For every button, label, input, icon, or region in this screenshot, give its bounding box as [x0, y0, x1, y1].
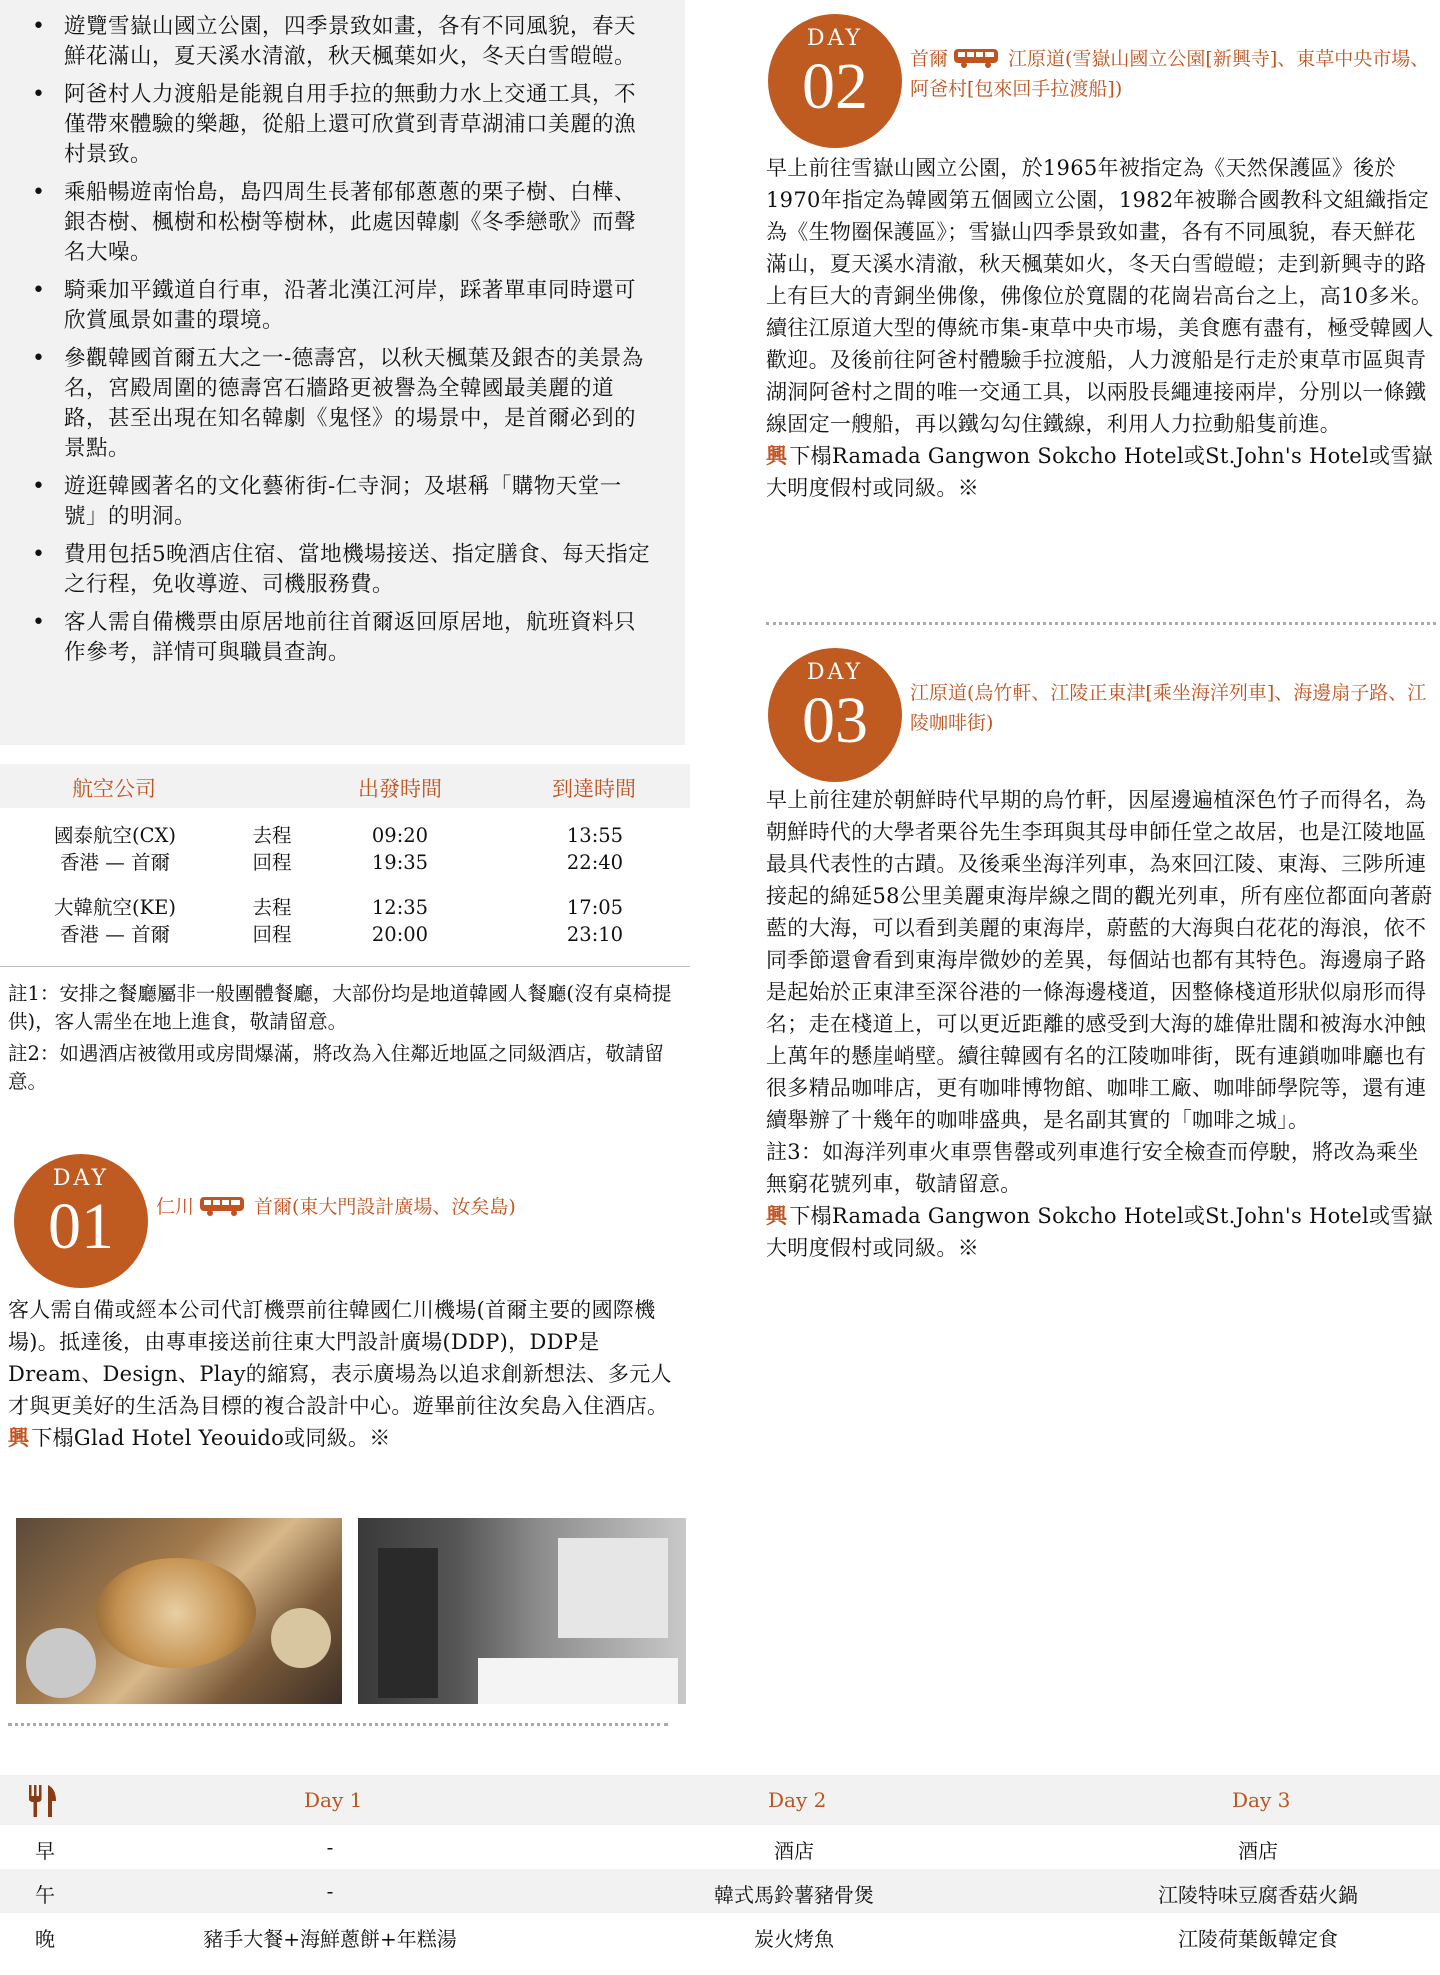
meals-header-day1: Day 1 [304, 1788, 363, 1812]
meals-header-day3: Day 3 [1232, 1788, 1291, 1812]
list-item: • 乘船暢遊南怡島，島四周生長著郁郁蔥蔥的栗子樹、白樺、銀杏樹、楓樹和松樹等樹林，此處因韓劇《冬季戀歌》而聲名大噪。 [30, 178, 655, 268]
meal-cell: - [326, 1879, 334, 1903]
table-row [0, 894, 690, 966]
flight-airline: 國泰航空(CX) 香港 — 首爾 [53, 824, 177, 874]
bus-icon [952, 47, 1004, 69]
meals-table [0, 1775, 1440, 1957]
table-row [0, 1825, 1440, 1869]
table-row [0, 1913, 1440, 1957]
meal-cell: - [326, 1835, 334, 1859]
flight-departure: 09:20 19:35 [371, 824, 429, 874]
table-row [0, 822, 690, 894]
day-02-hotel: 興下榻Ramada Gangwon Sokcho Hotel或St.John's Hotel或雪嶽大明度假村或同級。※ [766, 440, 1436, 504]
day-01-route: 仁川 首爾(東大門設計廣場、汝矣島) [156, 1196, 516, 1218]
list-item: • 阿爸村人力渡船是能親自用手拉的無動力水上交通工具，不僅帶來體驗的樂趣，從船上還可欣賞到青草湖浦口美麗的漁村景致。 [30, 80, 655, 170]
day-03-hotel: 興下榻Ramada Gangwon Sokcho Hotel或St.John's Hotel或雪嶽大明度假村或同級。※ [766, 1200, 1436, 1264]
meal-cell: 豬手大餐+海鮮蔥餅+年糕湯 [203, 1927, 457, 1951]
flight-arrival: 13:55 22:40 [566, 824, 624, 874]
header-arrival: 到達時間 [552, 777, 636, 801]
day-02-description: 早上前往雪嶽山國立公園，於1965年被指定為《天然保護區》後於1970年指定為韓國第五個國立公園，1982年被聯合國教科文組織指定為《生物圈保護區》；雪嶽山四季景致如畫，各有不同風貌，春天鮮花滿山，夏天溪水清澈，秋天楓葉如火，冬天白雪皚皚；走到新興寺的路上有巨大的青銅坐佛像，佛像位於寬闊的花崗岩高台之上，高10多米。續往江原道大型的傳統市集-東草中央市場，美食應有盡有，極受韓國人歡迎。及後前往阿爸村體驗手拉渡船，人力渡船是行走於東草市區與青湖洞阿爸村之間的唯一交通工具，以兩股長繩連接兩岸，分別以一條鐵線固定一艘船，再以鐵勾勾住鐵線，利用人力拉動船隻前進。 興下榻Ramada Gangwon Sokcho Hotel或St.John's Hotel或雪嶽大明度假村或同級。※ [766, 152, 1436, 504]
notes [8, 980, 688, 1100]
table-row [0, 1869, 1440, 1913]
header-airline: 航空公司 [72, 777, 156, 801]
list-item: • 費用包括5晚酒店住宿、當地機場接送、指定膳食、每天指定之行程，免收導遊、司機服務費。 [30, 540, 655, 600]
meal-cell: 江陵特味豆腐香菇火鍋 [1158, 1883, 1358, 1907]
flight-departure: 12:35 20:00 [371, 896, 429, 946]
day-01-hotel: 興下榻Glad Hotel Yeouido或同級。※ [8, 1422, 688, 1454]
meal-cell: 炭火烤魚 [754, 1927, 834, 1951]
day-03-note: 註3：如海洋列車火車票售罄或列車進行安全檢查而停駛，將改為乘坐無窮花號列車，敬請留意。 [766, 1140, 1419, 1196]
divider [766, 622, 1436, 625]
day-03-badge: DAY 03 [768, 648, 902, 782]
hotel-room-photo [358, 1518, 686, 1704]
note-2: 註2：如遇酒店被徵用或房間爆滿，將改為入住鄰近地區之同級酒店，敬請留意。 [8, 1042, 664, 1093]
flight-airline: 大韓航空(KE) 香港 — 首爾 [53, 896, 177, 946]
flight-leg: 去程 回程 [252, 896, 292, 946]
meal-label: 午 [35, 1883, 55, 1907]
meal-cell: 韓式馬鈴薯豬骨煲 [714, 1883, 874, 1907]
note-1: 註1：安排之餐廳屬非一般團體餐廳，大部份均是地道韓國人餐廳(沒有桌椅提供)，客人需坐在地上進食，敬請留意。 [8, 982, 672, 1033]
meals-header-day2: Day 2 [768, 1788, 827, 1812]
list-item: • 遊覽雪嶽山國立公園，四季景致如畫，各有不同風貌，春天鮮花滿山，夏天溪水清澈，秋天楓葉如火，冬天白雪皚皚。 [30, 12, 655, 72]
flight-arrival: 17:05 23:10 [566, 896, 624, 946]
flight-table-header [0, 764, 690, 808]
meal-cell: 酒店 [1238, 1839, 1278, 1863]
list-item: • 客人需自備機票由原居地前往首爾返回原居地，航班資料只作參考，詳情可與職員查詢。 [30, 608, 655, 668]
flight-table [0, 764, 690, 967]
day-03-route: 江原道(烏竹軒、江陵正東津[乘坐海洋列車]、海邊扇子路、江陵咖啡街) [910, 682, 1427, 734]
list-item: • 遊逛韓國著名的文化藝術街-仁寺洞；及堪稱「購物天堂一號」的明洞。 [30, 472, 655, 532]
meal-cell: 江陵荷葉飯韓定食 [1178, 1927, 1338, 1951]
day-01-description: 客人需自備或經本公司代訂機票前往韓國仁川機場(首爾主要的國際機場)。抵達後，由專車接送前往東大門設計廣場(DDP)，DDP是Dream、Design、Play的縮寫，表示廣場為以追求創新想法、多元人才與更美好的生活為目標的複合設計中心。遊畢前往汝矣島入住酒店。 興下榻Glad Hotel Yeouido或同級。※ [8, 1294, 688, 1454]
bus-icon [198, 1195, 250, 1217]
meal-label: 晚 [35, 1927, 55, 1951]
pork-trotter-photo [16, 1518, 342, 1704]
highlights-panel [0, 0, 685, 745]
divider [0, 966, 690, 967]
day-03-description: 早上前往建於朝鮮時代早期的烏竹軒，因屋邊遍植深色竹子而得名，為朝鮮時代的大學者栗谷先生李珥與其母申師任堂之故居，也是江陵地區最具代表性的古蹟。及後乘坐海洋列車，為來回江陵、東海、三陟所連接起的綿延58公里美麗東海岸線之間的觀光列車，所有座位都面向著蔚藍的大海，可以看到美麗的東海岸，蔚藍的大海與白花花的海浪，依不同季節還會看到東海岸微妙的差異，每個站也都有其特色。海邊扇子路是起始於正東津至深谷港的一條海邊棧道，因整條棧道形狀似扇形而得名；走在棧道上，可以更近距離的感受到大海的雄偉壯闊和被海水沖蝕上萬年的懸崖峭壁。續往韓國有名的江陵咖啡街，既有連鎖咖啡廳也有很多精品咖啡店，更有咖啡博物館、咖啡工廠、咖啡師學院等，還有連續舉辦了十幾年的咖啡盛典，是名副其實的「咖啡之城」。 註3：如海洋列車火車票售罄或列車進行安全檢查而停駛，將改為乘坐無窮花號列車，敬請留意。 興下榻Ramada Gangwon Sokcho Hotel或St.John's Hotel或雪嶽大明度假村或同級。※ [766, 784, 1436, 1264]
hotel-icon: 興 [766, 443, 788, 468]
fork-knife-icon [26, 1783, 60, 1823]
highlights-list [30, 12, 655, 668]
flight-leg: 去程 回程 [252, 824, 292, 874]
day-02-badge: DAY 02 [768, 14, 902, 148]
day-01-badge: DAY 01 [14, 1154, 148, 1288]
hotel-icon: 興 [766, 1203, 788, 1228]
meals-header [0, 1775, 1440, 1825]
list-item: • 騎乘加平鐵道自行車，沿著北漢江河岸，踩著單車同時還可欣賞風景如畫的環境。 [30, 276, 655, 336]
header-departure: 出發時間 [358, 777, 442, 801]
meal-label: 早 [35, 1839, 55, 1863]
hotel-icon: 興 [8, 1425, 30, 1450]
list-item: • 參觀韓國首爾五大之一-德壽宮，以秋天楓葉及銀杏的美景為名，宮殿周圍的德壽宮石牆路更被譽為全韓國最美麗的道路，甚至出現在知名韓劇《鬼怪》的場景中，是首爾必到的景點。 [30, 344, 655, 464]
day-02-route: 首爾 江原道(雪嶽山國立公園[新興寺]、東草中央市場、阿爸村[包來回手拉渡船]) [910, 48, 1430, 100]
divider [8, 1723, 668, 1726]
meal-cell: 酒店 [774, 1839, 814, 1863]
